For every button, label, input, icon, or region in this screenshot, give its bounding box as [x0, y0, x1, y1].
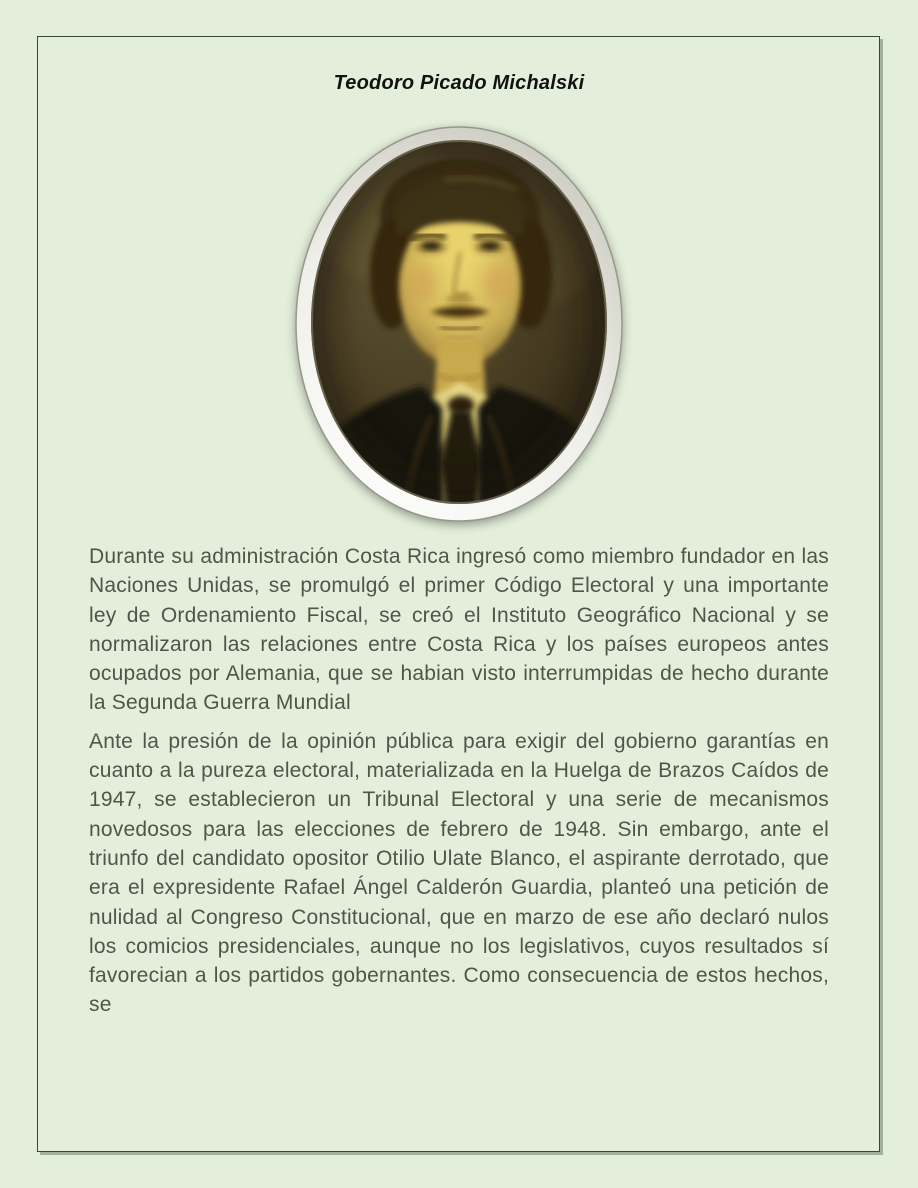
portrait-figure [294, 124, 624, 524]
portrait-image [294, 124, 624, 524]
paragraph-1: Durante su administración Costa Rica ingresó como miembro fundador en las Naciones Unidas, se promulgó el primer Código Electoral y una importante ley de Ordenamiento Fiscal, se creó el Instituto Geográfico Nacional y se normalizaron las relaciones entre Costa Rica y los países europeos antes ocupados por Alemania, que se habian visto interrumpidas de hecho durante la Segunda Guerra Mundial [89, 545, 829, 715]
page-title: Teodoro Picado Michalski [333, 72, 585, 94]
paragraph-2: Ante la presión de la opinión pública para exigir del gobierno garantías en cuanto a la pureza electoral, materializada en la Huelga de Brazos Caídos de 1947, se establecieron un Tribunal Electoral y una serie de mecanismos novedosos para las elecciones de febrero de 1948. Sin embargo, ante el triunfo del candidato opositor Otilio Ulate Blanco, el aspirante derrotado, que era el expresidente Rafael Ángel Calderón Guardia, planteó una petición de nulidad al Congreso Constitucional, que en marzo de ese año declaró nulos los comicios presidenciales, aunque no los legislativos, cuyos resultados sí favorecian a los partidos gobernantes. Como consecuencia de estos hechos, se [89, 729, 829, 1017]
